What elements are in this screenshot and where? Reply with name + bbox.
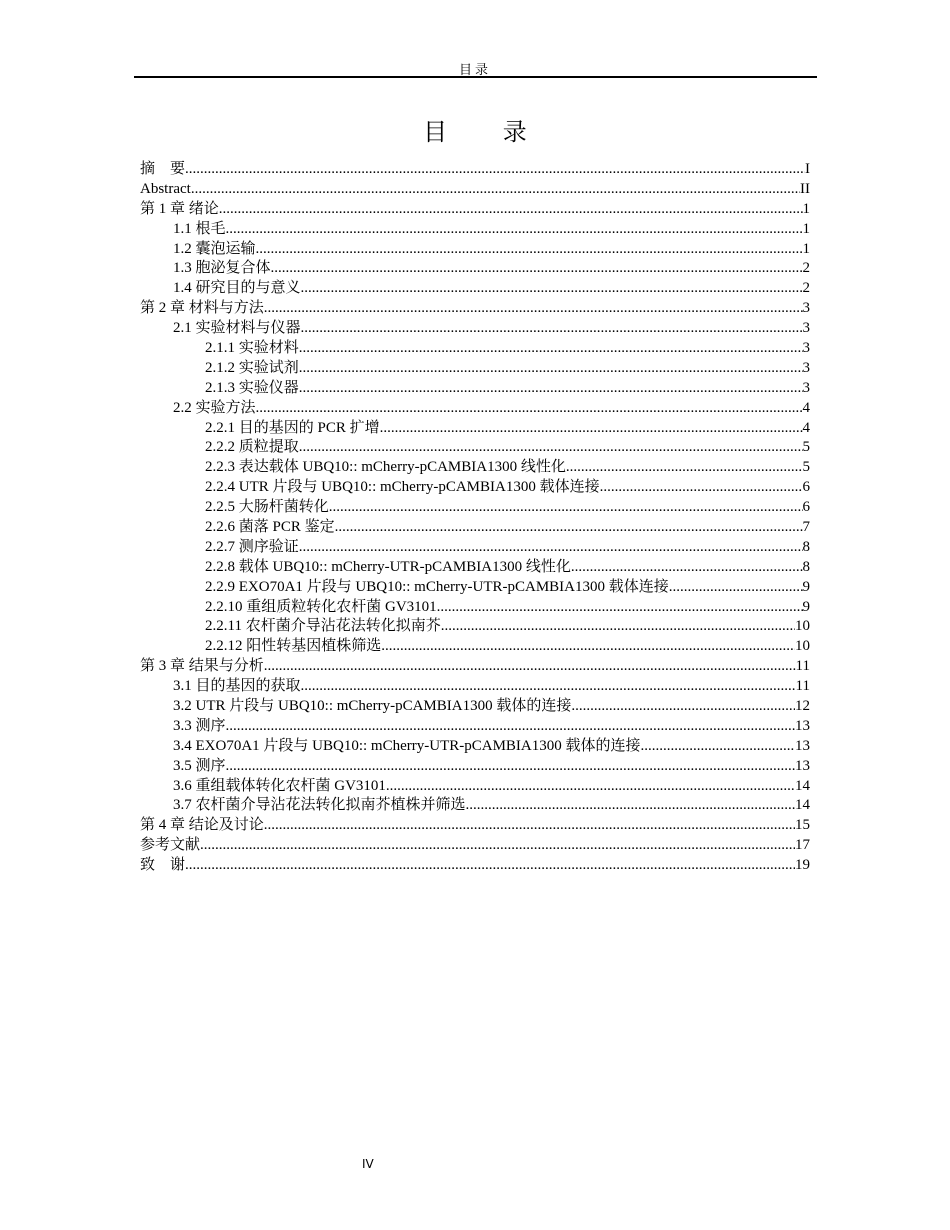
toc-entry-page: 4 [802, 419, 810, 436]
toc-dot-leader [441, 617, 795, 637]
toc-entry-label: 2.2.11 农杆菌介导沾花法转化拟南芥 [205, 618, 441, 635]
toc-entry-page: 11 [795, 658, 810, 675]
toc-entry-label: 2.1.2 实验试剂 [205, 359, 299, 376]
toc-entry-page: 6 [802, 499, 810, 516]
toc-dot-leader [226, 717, 795, 737]
toc-dot-leader [301, 319, 803, 339]
toc-entry[interactable] [140, 240, 810, 260]
toc-entry[interactable] [140, 797, 810, 817]
toc-entry-page: 10 [795, 618, 810, 635]
toc-entry[interactable] [140, 180, 810, 200]
toc-entry-page: 1 [802, 240, 810, 257]
toc-entry-page: 5 [802, 439, 810, 456]
toc-entry-page: 8 [802, 538, 810, 555]
toc-dot-leader [466, 796, 795, 816]
toc-entry-page: 13 [795, 737, 810, 754]
toc-entry-page: 3 [802, 379, 810, 396]
toc-entry-label: 2.1.3 实验仪器 [205, 379, 299, 396]
toc-dot-leader [335, 518, 803, 538]
toc-dot-leader [256, 399, 803, 419]
toc-entry-label: 2.2.2 质粒提取 [205, 439, 299, 456]
toc-entry[interactable] [140, 637, 810, 657]
toc-entry-page: 3 [802, 340, 810, 356]
toc-dot-leader [264, 657, 796, 677]
toc-entry-page: 17 [795, 837, 810, 854]
toc-dot-leader [299, 538, 803, 558]
toc-entry[interactable] [140, 677, 810, 697]
toc-entry-label: 第 2 章 材料与方法 [140, 300, 264, 317]
toc-entry-page: 6 [802, 479, 810, 496]
header-rule [134, 76, 817, 78]
toc-entry[interactable] [140, 359, 810, 379]
toc-entry-label: 3.6 重组载体转化农杆菌 GV3101 [173, 777, 386, 794]
running-header: 目录 [458, 63, 491, 78]
toc-entry[interactable] [140, 419, 810, 439]
toc-entry[interactable] [140, 299, 810, 319]
toc-entry[interactable] [140, 438, 810, 458]
toc-dot-leader [380, 419, 803, 439]
toc-entry-page: 5 [802, 459, 810, 476]
toc-entry[interactable] [140, 458, 810, 478]
toc-entry-label: 2.2.1 目的基因的 PCR 扩增 [205, 419, 380, 436]
toc-dot-leader [191, 180, 800, 200]
toc-entry-label: 2.2.10 重组质粒转化农杆菌 GV3101 [205, 598, 437, 615]
toc-entry-label: Abstract [140, 180, 191, 197]
toc-entry-label: 2.2.9 EXO70A1 片段与 UBQ10:: mCherry-UTR-pCAMBIA1300 载体连接 [205, 578, 669, 595]
toc-dot-leader [299, 339, 803, 359]
toc-entry[interactable] [140, 558, 810, 578]
toc-entry-page: 15 [795, 817, 810, 834]
toc-dot-leader [226, 220, 803, 240]
toc-dot-leader [669, 578, 803, 598]
toc-entry-label: 第 1 章 绪论 [140, 200, 219, 217]
toc-entry-page: 14 [795, 797, 810, 814]
toc-dot-leader [381, 637, 795, 657]
toc-dot-leader [386, 777, 795, 797]
toc-entry-page: II [800, 180, 810, 197]
toc-entry-page: 2 [802, 260, 810, 277]
toc-entry[interactable] [140, 617, 810, 637]
toc-entry-label: 2.2.7 测序验证 [205, 538, 299, 555]
toc-entry[interactable] [140, 538, 810, 558]
toc-entry-label: 3.7 农杆菌介导沾花法转化拟南芥植株并筛选 [173, 797, 466, 814]
toc-entry-page: 8 [802, 558, 810, 575]
toc-entry-page: I [805, 160, 810, 177]
toc-entry-label: 3.2 UTR 片段与 UBQ10:: mCherry-pCAMBIA1300 载体的连接 [173, 698, 572, 715]
toc-dot-leader [219, 200, 803, 220]
toc-entry[interactable] [140, 657, 810, 677]
toc-entry[interactable] [140, 777, 810, 797]
toc-entry-page: 19 [795, 857, 810, 874]
toc-entry-page: 13 [795, 717, 810, 734]
toc-entry[interactable] [140, 399, 810, 419]
toc-entry-page: 2 [802, 280, 810, 297]
toc-entry-label: 3.4 EXO70A1 片段与 UBQ10:: mCherry-UTR-pCAMBIA1300 载体的连接 [173, 737, 641, 754]
toc-entry-page: 10 [795, 638, 810, 655]
toc-entry-page: 13 [795, 757, 810, 774]
toc-entry-label: 1.1 根毛 [173, 220, 226, 237]
toc-entry[interactable] [140, 319, 810, 339]
toc-entry[interactable] [140, 220, 810, 240]
toc-entry-page: 12 [795, 698, 810, 715]
toc-dot-leader [185, 856, 795, 876]
toc-entry-page: 14 [795, 777, 810, 794]
toc-entry[interactable] [140, 279, 810, 299]
toc-entry-label: 2.2.8 载体 UBQ10:: mCherry-UTR-pCAMBIA1300 线性化 [205, 558, 571, 575]
toc-entry[interactable] [140, 757, 810, 777]
toc-entry[interactable] [140, 816, 810, 836]
toc-entry[interactable] [140, 518, 810, 538]
toc-dot-leader [185, 160, 805, 180]
toc-entry-page: 7 [802, 519, 810, 536]
toc-entry[interactable] [140, 339, 810, 359]
toc-dot-leader [566, 458, 803, 478]
toc-entry[interactable] [140, 836, 810, 856]
toc-entry-page: 9 [802, 598, 810, 615]
toc-entry[interactable] [140, 379, 810, 399]
toc-entry-label: 摘 要 [140, 160, 186, 177]
toc-entry-label: 2.2 实验方法 [173, 399, 256, 416]
toc-entry-label: 2.2.5 大肠杆菌转化 [205, 499, 329, 516]
toc-dot-leader [264, 816, 795, 836]
toc-entry[interactable] [140, 498, 810, 518]
toc-entry-page: 1 [802, 200, 810, 217]
toc-entry-label: 3.5 测序 [173, 757, 226, 774]
toc-entry-label: 2.2.6 菌落 PCR 鉴定 [205, 519, 335, 536]
toc-dot-leader [329, 498, 803, 518]
toc-dot-leader [437, 598, 803, 618]
toc-entry-page: 3 [802, 320, 810, 337]
toc-dot-leader [299, 359, 803, 379]
toc-entry[interactable] [140, 578, 810, 598]
toc-entry[interactable] [140, 478, 810, 498]
toc-entry-label: 2.2.4 UTR 片段与 UBQ10:: mCherry-pCAMBIA1300 载体连接 [205, 479, 600, 496]
toc-dot-leader [200, 836, 795, 856]
toc-entry-page: 9 [802, 578, 810, 595]
toc-entry[interactable] [140, 259, 810, 279]
toc-entry[interactable] [140, 737, 810, 757]
toc-entry[interactable] [140, 160, 810, 180]
toc-entry-label: 1.4 研究目的与意义 [173, 280, 301, 297]
toc-entry-label: 2.1.1 实验材料 [205, 340, 299, 356]
toc-dot-leader [571, 558, 803, 578]
toc-dot-leader [299, 379, 803, 399]
toc-entry-label: 1.2 囊泡运输 [173, 240, 256, 257]
toc-dot-leader [600, 478, 803, 498]
toc-entry-label: 致 谢 [140, 857, 186, 874]
toc-entry-label: 参考文献 [140, 837, 201, 854]
toc-entry-label: 1.3 胞泌复合体 [173, 260, 271, 277]
toc-entry-label: 第 3 章 结果与分析 [140, 658, 264, 675]
page-title: 目 录 [423, 118, 551, 146]
toc-entry-page: 3 [802, 359, 810, 376]
toc-entry-page: 11 [795, 678, 810, 695]
page-number: IV [362, 1157, 374, 1171]
toc-entry[interactable] [140, 200, 810, 220]
toc-dot-leader [264, 299, 803, 319]
toc-dot-leader [571, 697, 795, 717]
toc-entry[interactable] [140, 598, 810, 618]
toc-entry-page: 3 [802, 300, 810, 317]
toc-dot-leader [226, 757, 795, 777]
toc-entry-label: 2.1 实验材料与仪器 [173, 320, 301, 337]
toc-entry[interactable] [140, 717, 810, 737]
toc-entry-label: 2.2.12 阳性转基因植株筛选 [205, 638, 382, 655]
toc-entry-page: 1 [802, 220, 810, 237]
toc-dot-leader [301, 279, 803, 299]
toc-entry[interactable] [140, 856, 810, 876]
toc-dot-leader [301, 677, 796, 697]
toc-entry-label: 3.3 测序 [173, 717, 226, 734]
toc-entry[interactable] [140, 697, 810, 717]
toc-dot-leader [271, 259, 803, 279]
toc-entry-page: 4 [802, 399, 810, 416]
toc-entry-label: 2.2.3 表达载体 UBQ10:: mCherry-pCAMBIA1300 线性化 [205, 459, 566, 476]
toc-dot-leader [299, 438, 803, 458]
toc-dot-leader [640, 737, 795, 757]
toc-entry-label: 第 4 章 结论及讨论 [140, 817, 264, 834]
toc-dot-leader [256, 240, 803, 260]
toc-entry-label: 3.1 目的基因的获取 [173, 678, 301, 695]
table-of-contents [140, 160, 810, 876]
